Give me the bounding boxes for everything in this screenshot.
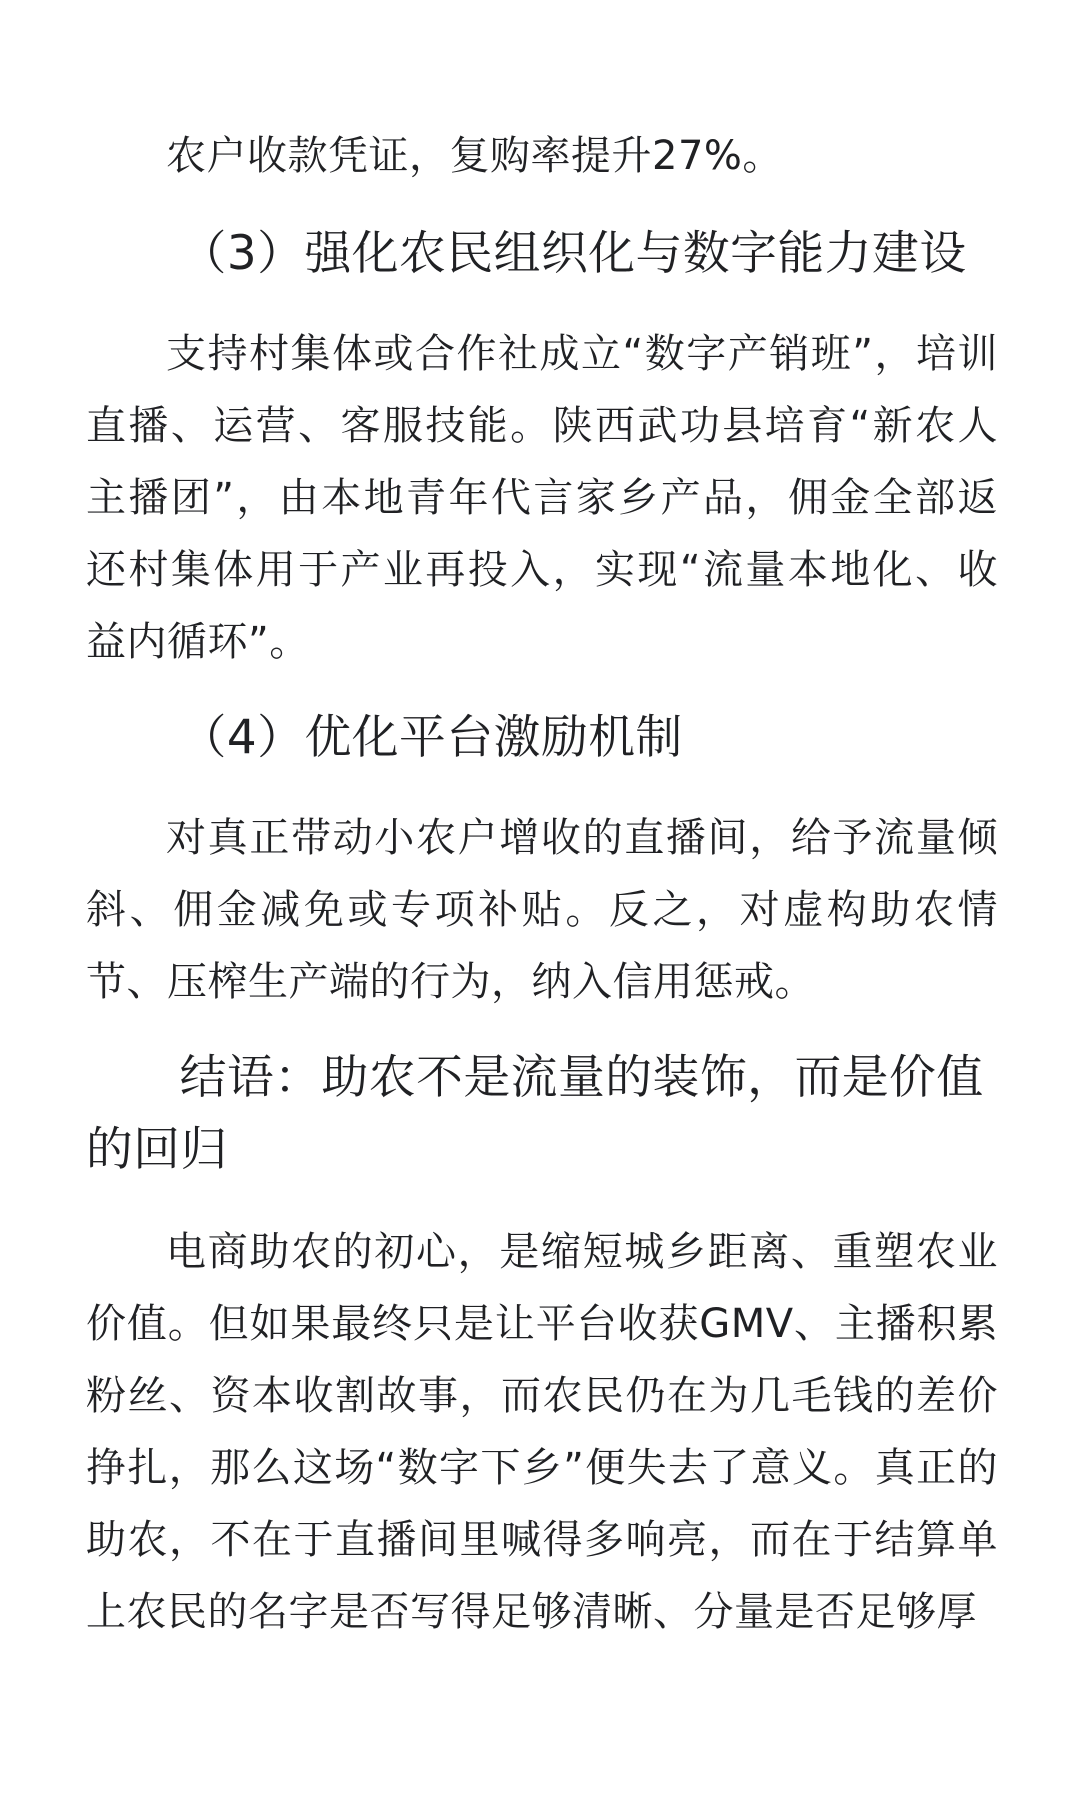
article-body (86, 120, 998, 1672)
paragraph-conclusion: 电商助农的初心，是缩短城乡距离、重塑农业价值。但如果最终只是让平台收获GMV、主播积累粉丝、资本收割故事，而农民仍在为几毛钱的差价挣扎，那么这场“数字下乡”便失去了意义。真正的助农，不在于直播间里喊得多响亮，而在于结算单上农民的名字是否写得足够清晰、分量是否足够厚 (86, 1229, 998, 1635)
heading-conclusion: 结语：助农不是流量的装饰，而是价值的回归 (86, 1051, 984, 1177)
heading-section-3: （3）强化农民组织化与数字能力建设 (179, 227, 967, 281)
paragraph-platform-incentives: 对真正带动小农户增收的直播间，给予流量倾斜、佣金减免或专项补贴。反之，对虚构助农情节、压榨生产端的行为，纳入信用惩戒。 (86, 815, 998, 1005)
heading-section-4: （4）优化平台激励机制 (179, 711, 683, 765)
paragraph-digital-sales-team: 支持村集体或合作社成立“数字产销班”，培训直播、运营、客服技能。陕西武功县培育“新农人主播团”，由本地青年代言家乡产品，佣金全部返还村集体用于产业再投入，实现“流量本地化、收益内循环”。 (86, 331, 998, 665)
paragraph-receipt-repurchase: 农户收款凭证，复购率提升27%。 (166, 133, 783, 179)
